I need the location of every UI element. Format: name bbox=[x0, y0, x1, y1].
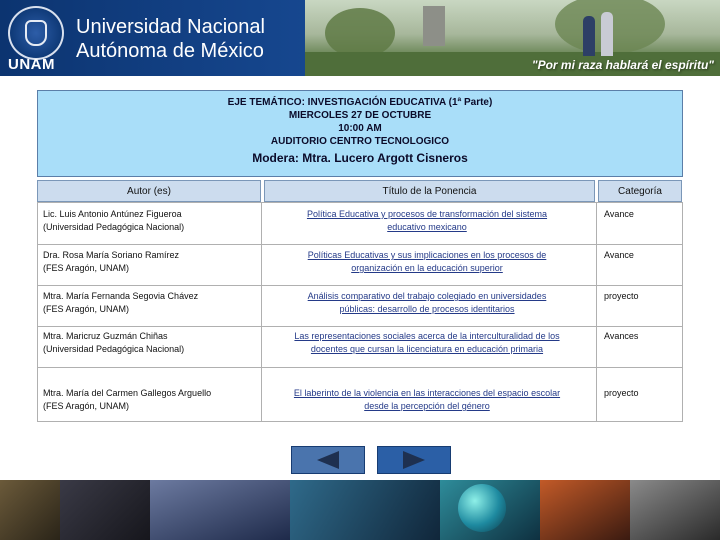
column-header-author: Autor (es) bbox=[37, 180, 261, 202]
category-value: Avance bbox=[604, 209, 634, 219]
author-name: Mtra. María Fernanda Segovia Chávez bbox=[43, 291, 199, 301]
session-date: MIERCOLES 27 DE OCTUBRE bbox=[288, 110, 432, 121]
category-value: Avance bbox=[604, 250, 634, 260]
session-title-box bbox=[37, 90, 683, 177]
presentation-title-link[interactable] bbox=[267, 208, 587, 234]
session-moderator: Modera: Mtra. Lucero Argott Cisneros bbox=[252, 151, 468, 165]
author-affiliation: (FES Aragón, UNAM) bbox=[43, 263, 130, 273]
right-triangle-icon bbox=[399, 449, 429, 471]
presentation-title-link[interactable] bbox=[267, 387, 587, 413]
author-affiliation: (FES Aragón, UNAM) bbox=[43, 401, 130, 411]
presentation-title-link[interactable] bbox=[267, 249, 587, 275]
title-line[interactable]: Las representaciones sociales acerca de la interculturalidad de los bbox=[294, 331, 560, 341]
university-name-line2: Autónoma de México bbox=[76, 40, 264, 62]
next-slide-button[interactable] bbox=[377, 446, 451, 474]
author-affiliation: (Universidad Pedagógica Nacional) bbox=[43, 344, 185, 354]
column-header-title: Título de la Ponencia bbox=[264, 180, 595, 202]
session-time: 10:00 AM bbox=[338, 123, 382, 134]
table-row-author bbox=[43, 330, 258, 356]
title-line[interactable]: El laberinto de la violencia en las interacciones del espacio escolar bbox=[293, 388, 561, 398]
author-name: Mtra. Maricruz Guzmán Chiñas bbox=[43, 331, 168, 341]
session-venue: AUDITORIO CENTRO TECNOLOGICO bbox=[270, 136, 450, 147]
category-value: proyecto bbox=[604, 388, 639, 398]
title-line[interactable]: organización en la educación superior bbox=[351, 263, 503, 273]
title-line[interactable]: desde la percepción del género bbox=[364, 401, 490, 411]
column-header-category: Categoría bbox=[598, 180, 682, 202]
title-line[interactable]: educativo mexicano bbox=[387, 222, 467, 232]
title-line[interactable]: Análisis comparativo del trabajo colegiado en universidades bbox=[307, 291, 547, 301]
header-banner bbox=[0, 0, 720, 76]
unam-seal-icon bbox=[8, 6, 64, 60]
previous-slide-button[interactable] bbox=[291, 446, 365, 474]
title-line[interactable]: Política Educativa y procesos de transformación del sistema bbox=[306, 209, 548, 219]
table-row-author bbox=[43, 290, 258, 316]
author-name: Mtra. María del Carmen Gallegos Arguello bbox=[43, 388, 212, 398]
table-row-author bbox=[43, 208, 258, 234]
author-name: Dra. Rosa María Soriano Ramírez bbox=[43, 250, 180, 260]
left-triangle-icon bbox=[313, 449, 343, 471]
title-line[interactable]: Políticas Educativas y sus implicaciones en los procesos de bbox=[307, 250, 547, 260]
presentations-table bbox=[37, 202, 683, 422]
presentation-title-link[interactable] bbox=[267, 290, 587, 316]
title-line[interactable]: docentes que cursan la licenciatura en educación primaria bbox=[310, 344, 544, 354]
banner-brand-area bbox=[0, 0, 305, 76]
footer-collage bbox=[0, 480, 720, 540]
table-row-author bbox=[43, 387, 258, 413]
author-affiliation: (Universidad Pedagógica Nacional) bbox=[43, 222, 185, 232]
unam-logo-text: UNAM bbox=[8, 56, 55, 73]
author-affiliation: (FES Aragón, UNAM) bbox=[43, 304, 130, 314]
presentation-title-link[interactable] bbox=[267, 330, 587, 356]
university-name-line1: Universidad Nacional bbox=[76, 16, 265, 38]
table-row-author bbox=[43, 249, 258, 275]
session-axis: EJE TEMÁTICO: INVESTIGACIÓN EDUCATIVA (1ª Parte) bbox=[227, 97, 493, 108]
university-motto: "Por mi raza hablará el espíritu" bbox=[531, 58, 714, 72]
title-line[interactable]: públicas: desarrollo de procesos identitarios bbox=[339, 304, 515, 314]
category-value: proyecto bbox=[604, 291, 639, 301]
author-name: Lic. Luis Antonio Antúnez Figueroa bbox=[43, 209, 182, 219]
category-value: Avances bbox=[604, 331, 639, 341]
globe-icon bbox=[458, 484, 506, 532]
